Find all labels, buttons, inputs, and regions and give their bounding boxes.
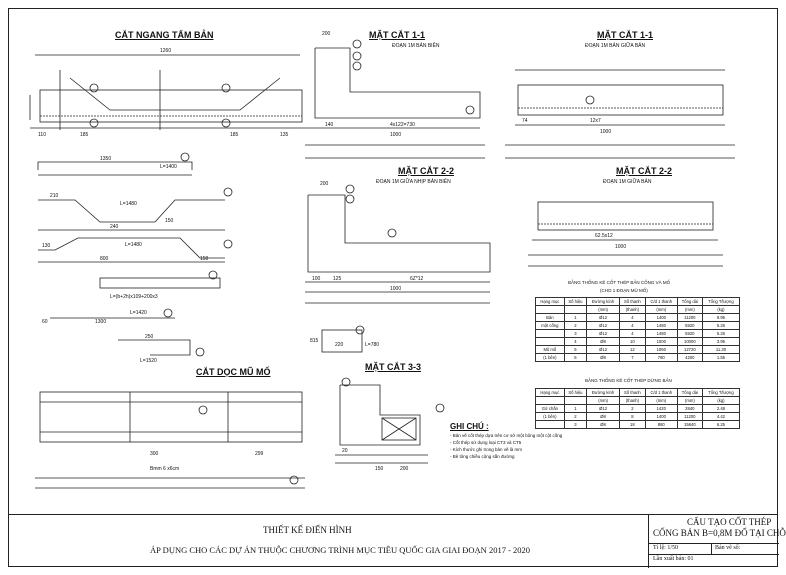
dim-label: 185 [230, 132, 239, 138]
dim-label: 240 [110, 224, 119, 230]
note-line: - Bê tông chiều cộng sẵn đường [450, 454, 515, 459]
table-cell: (thanh) [620, 306, 646, 314]
table1-caption2: (CHO 1 ĐOẠN MŨ MỐ) [600, 288, 648, 293]
table-cell: Số hiệu [564, 389, 586, 397]
dim-label: 6Z*12 [410, 276, 424, 282]
table-cell: 880 [645, 421, 677, 429]
table-cell: 5 [564, 346, 586, 354]
table-cell: 1480 [645, 330, 677, 338]
dim-label: 74 [522, 118, 528, 124]
title-mc33: MẶT CẮT 3-3 [365, 362, 421, 372]
table-cell: 4 [620, 330, 646, 338]
table-row [536, 405, 740, 413]
dim-label: 200 [322, 31, 331, 37]
table-cell: (mm) [645, 306, 677, 314]
dim-label: 250 [145, 334, 154, 340]
table-cell: 6 [564, 354, 586, 362]
subtitle-mc22-giua: ĐOẠN 1M GIỮA BẢN [603, 179, 652, 185]
table-cell: 1420 [645, 405, 677, 413]
sheet-number-label: Bản vẽ số: [715, 545, 741, 551]
table-cell: 2 [564, 413, 586, 421]
table-cell: Tổng T/lượng [702, 298, 739, 306]
drawing-info-box [648, 515, 786, 568]
dim-label: 100 [312, 276, 321, 282]
table-cell: (thanh) [620, 397, 646, 405]
title-block [8, 514, 786, 568]
table-cell: 5.26 [702, 322, 739, 330]
table-cell: (kg) [702, 397, 739, 405]
table-cell: 1000 [645, 338, 677, 346]
table-cell: Ø8 [587, 338, 620, 346]
dim-label: 815 [310, 338, 319, 344]
table-cell: Mũ mố [536, 346, 565, 354]
dim-label: 150 [200, 256, 209, 262]
rebar-detail-7 [322, 326, 364, 352]
table-cell: 5.26 [702, 330, 739, 338]
table-cell: 9.95 [702, 314, 739, 322]
table-cell: Ø12 [587, 322, 620, 330]
table-cell: 1.55 [702, 354, 739, 362]
dim-label: 1000 [390, 286, 402, 292]
rebar-mark-1 [90, 84, 98, 92]
table-cell: Ø8 [587, 421, 620, 429]
title-cat-doc: CẮT DỌC MŨ MỐ [196, 367, 271, 377]
note-line: - Kích thước ghi trong bản vẽ là mm [450, 447, 522, 452]
table-cell: Ø12 [587, 405, 620, 413]
table-cell: Số thanh [620, 298, 646, 306]
table-cell: C/d 1 thanh [645, 389, 677, 397]
table-cell: 1400 [645, 413, 677, 421]
dim-label: 300 [150, 451, 159, 457]
table-cell: 18 [620, 421, 646, 429]
table-cell: 4 [620, 314, 646, 322]
longitudinal-section [35, 392, 305, 488]
table-header-row [536, 298, 740, 306]
table-row [536, 413, 740, 421]
table-cell: 1060 [645, 346, 677, 354]
table-cell: (1 bên) [536, 413, 565, 421]
table-row [536, 338, 740, 346]
table-cell: Hạng mục [536, 389, 565, 397]
table-cell: 12 [620, 346, 646, 354]
rebar-mark-2 [90, 119, 98, 127]
dim-label: 150 [165, 218, 174, 224]
revision-label: Lần xuất bản: 01 [653, 556, 694, 562]
table-cell [536, 330, 565, 338]
table-cell: 10000 [677, 338, 702, 346]
dim-label: 299 [255, 451, 264, 457]
table-cell: Gờ chắn [536, 405, 565, 413]
table-cell: Bản [536, 314, 565, 322]
dim-label: 125 [333, 276, 342, 282]
drawing-title-1: CẤU TẠO CỐT THÉP [687, 517, 772, 527]
drawing-title-2: CỐNG BẢN B=0,8M ĐỔ TẠI CHỖ [653, 528, 786, 538]
table-cell: (mm) [587, 306, 620, 314]
dim-label: 20 [342, 448, 348, 454]
table-cell: 4.42 [702, 413, 739, 421]
title-mc22-bien: MẶT CẮT 2-2 [398, 166, 454, 176]
table-units-row [536, 397, 740, 405]
dim-label: 12x7 [590, 118, 601, 124]
dim-label: 110 [38, 132, 46, 138]
table-row [536, 354, 740, 362]
table-cell: 1400 [645, 314, 677, 322]
table-cell: 2 [620, 405, 646, 413]
dim-label: 62.5x12 [595, 233, 613, 239]
table-cell: 4200 [677, 354, 702, 362]
table-cell: (kg) [702, 306, 739, 314]
dim-label: 185 [80, 132, 89, 138]
table-row [536, 346, 740, 354]
table-cell: 8 [620, 413, 646, 421]
table-cell: 11200 [677, 413, 702, 421]
table-cell: Ø12 [587, 314, 620, 322]
table-cell: (mm) [587, 397, 620, 405]
table-row [536, 322, 740, 330]
table-cell: 6.25 [702, 421, 739, 429]
table-cell: Ø8 [587, 413, 620, 421]
table-cell: Ø12 [587, 330, 620, 338]
table-row [536, 421, 740, 429]
dim-label: 1000 [390, 132, 402, 138]
subtitle-mc11-giua: ĐOẠN 1M BẢN GIỮA BẢN [585, 43, 646, 49]
table-cell: (1 bên) [536, 354, 565, 362]
table-cell [564, 306, 586, 314]
dim-label: 140 [325, 122, 334, 128]
rebar-mark-4 [222, 119, 230, 127]
table-cell [536, 338, 565, 346]
table-cell: Số thanh [620, 389, 646, 397]
table-row [536, 330, 740, 338]
notes-heading: GHI CHÚ : [450, 422, 489, 431]
table-cell: 2.48 [702, 405, 739, 413]
scale-label: Tỉ lệ: 1/50 [653, 545, 678, 551]
title-mc11-giua: MẶT CẮT 1-1 [597, 30, 653, 40]
dim-label: 135 [280, 132, 289, 138]
table-cell: Số hiệu [564, 298, 586, 306]
rebar-detail-4 [100, 271, 220, 288]
table-cell [536, 397, 565, 405]
table-cell: 3 [564, 421, 586, 429]
table-cell [564, 397, 586, 405]
dim-label: 210 [50, 193, 59, 199]
table-cell: 15840 [677, 421, 702, 429]
dim-label: 4x122=730 [390, 122, 415, 128]
dim-label: L=1480 [120, 201, 137, 207]
table-cell: Hạng mục [536, 298, 565, 306]
rebar-mark-3 [222, 84, 230, 92]
dim-label: 1000 [615, 244, 627, 250]
dim-label: 1000 [600, 129, 612, 135]
steel-table-2 [535, 388, 740, 429]
dim-label: 1350 [100, 156, 112, 162]
table-cell: 10 [620, 338, 646, 346]
table-cell: 780 [645, 354, 677, 362]
section-3-3 [335, 378, 444, 463]
table-cell: 5920 [677, 330, 702, 338]
section-1-1-edge [305, 40, 485, 158]
steel-table-1 [535, 297, 740, 362]
table-cell: Tổng dài [677, 389, 702, 397]
table-cell: 1480 [645, 322, 677, 330]
rebar-detail-5 [50, 309, 175, 318]
section-2-2-middle [528, 202, 723, 266]
dim-label: Bmm 6 x6cm [150, 466, 180, 472]
table-cell: 4 [564, 338, 586, 346]
dim-label: L=780 [365, 342, 380, 348]
dim-label: 150 [375, 466, 384, 472]
table1-caption: BẢNG THỐNG KÊ CỐT THÉP BẢN CỐNG VÀ MỐ [568, 280, 671, 285]
dim-label: 200 [400, 466, 409, 472]
table-cell: 3 [564, 330, 586, 338]
project-title: THIẾT KẾ ĐIỂN HÌNH [263, 525, 352, 535]
rebar-detail-2 [38, 188, 232, 230]
title-mc22-giua: MẶT CẮT 2-2 [616, 166, 672, 176]
dim-label: 130 [42, 243, 51, 249]
table-cell: Tổng dài [677, 298, 702, 306]
table-cell: 7 [620, 354, 646, 362]
table-cell: Đường kính [587, 389, 620, 397]
section-1-1-middle [505, 70, 735, 158]
table-cell [536, 306, 565, 314]
dim-label: 1300 [95, 319, 107, 325]
table-cell: 11200 [677, 314, 702, 322]
dim-label: 60 [42, 319, 48, 325]
table-row [536, 314, 740, 322]
dim-label: 800 [100, 256, 109, 262]
title-mc11-bien: MẶT CẮT 1-1 [369, 30, 425, 40]
table-cell: Ø8 [587, 354, 620, 362]
table-cell: 11.30 [702, 346, 739, 354]
notes-block [450, 422, 562, 460]
table-header-row [536, 389, 740, 397]
project-subtitle: ÁP DỤNG CHO CÁC DỰ ÁN THUỘC CHƯƠNG TRÌNH MỤC TIÊU QUỐC GIA GIAI ĐOẠN 2017 - 2020 [150, 545, 531, 555]
subtitle-mc22-bien: ĐOẠN 1M GIỮA NHỊP BẢN BIÊN [376, 179, 451, 185]
note-line: - Bản vẽ cốt thép dựa trên cơ sở một bông một cột cống [450, 433, 563, 438]
table-cell: Đường kính [587, 298, 620, 306]
table-cell: 12720 [677, 346, 702, 354]
dim-label: L=1480 [125, 242, 142, 248]
table-cell: một cống [536, 322, 565, 330]
table-cell: 5920 [677, 322, 702, 330]
title-cat-ngang: CẮT NGANG TẤM BẢN [115, 30, 214, 40]
table2-caption: BẢNG THỐNG KÊ CỐT THÉP DỪNG BẢN [585, 378, 672, 383]
note-line: - Cốt thép sử dụng loại CT3 và CT5 [450, 440, 522, 445]
table-cell: (mm) [677, 306, 702, 314]
dim-label: 200 [320, 181, 329, 187]
dim-label: L=1420 [130, 310, 147, 316]
table-cell: Tổng T/lượng [702, 389, 739, 397]
dim-label: 220 [335, 342, 344, 348]
table-cell: Ø12 [587, 346, 620, 354]
table-units-row [536, 306, 740, 314]
subtitle-mc11-bien: ĐOẠN 1M BẢN BIÊN [392, 43, 440, 49]
table-cell: 3.95 [702, 338, 739, 346]
table-cell: 1 [564, 405, 586, 413]
table-cell: (mm) [677, 397, 702, 405]
table-cell: (mm) [645, 397, 677, 405]
table-cell: 2 [564, 322, 586, 330]
dim-label: L=1520 [140, 358, 157, 364]
table-cell: 1 [564, 314, 586, 322]
rebar-detail-6 [118, 340, 204, 356]
dim-label: L=1400 [160, 164, 177, 170]
table-cell: C/d 1 thanh [645, 298, 677, 306]
cross-section-slab [30, 55, 312, 130]
table-cell: 2840 [677, 405, 702, 413]
dim-label: 1260 [160, 48, 172, 54]
dim-label: L=(b+2h)x109+200x3 [110, 294, 158, 300]
table-cell: 4 [620, 322, 646, 330]
